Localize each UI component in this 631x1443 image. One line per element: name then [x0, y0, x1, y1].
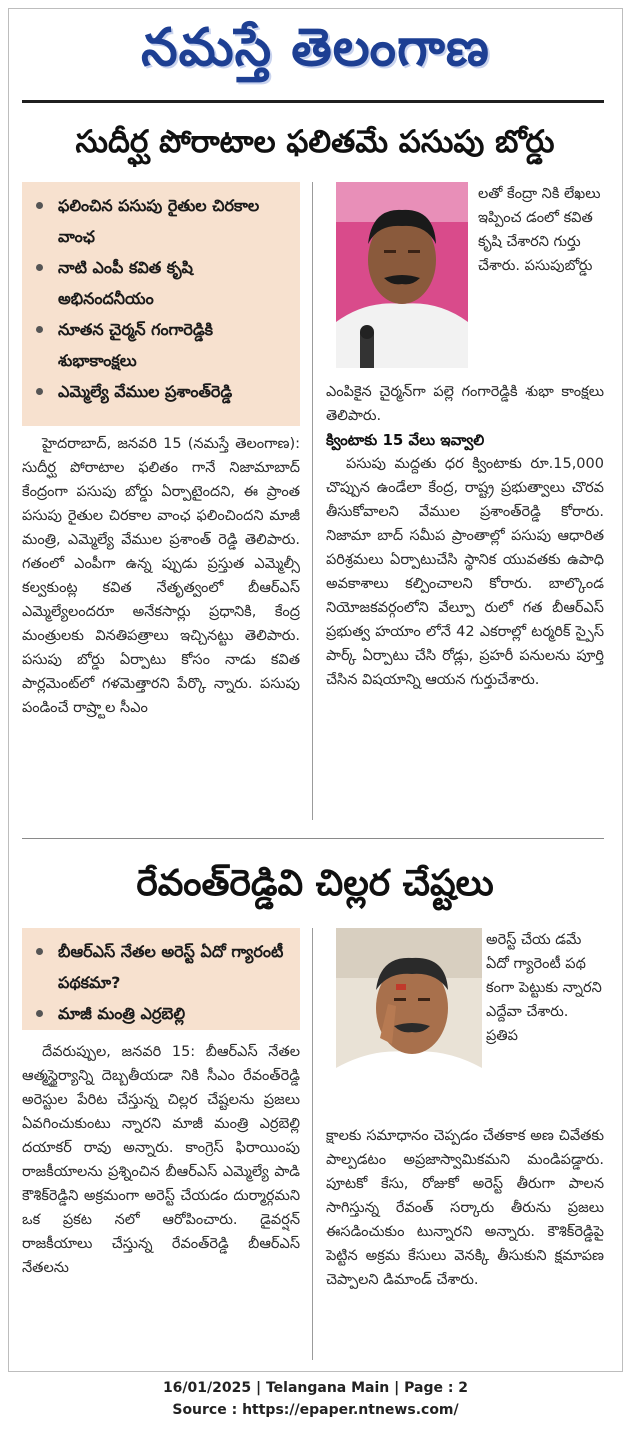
story2-highlight-item: బీఆర్ఎస్ నేతల అరెస్ట్ ఏదో గ్యారంటీ పథకమా? — [32, 936, 294, 998]
story2-left-text: దేవరుప్పుల, జనవరి 15: బీఆర్ఎస్ నేతల ఆత్మస్థైర్యాన్ని దెబ్బతీయడా నికి సీఎం రేవంత్‌రెడ్డి అరెస్టుల పేరిట చేస్తున్న చిల్లర చేష్టలను ప్రజలు ఏవగించుకుంటు న్నారని మాజీ మంత్రి ఎర్రబెల్లి దయాకర్ రావు అన్నారు. కాంగ్రెస్ ఫిరాయింపు రాజకీయాలను ప్రశ్నించిన బీఆర్ఎస్ ఎమ్మెల్యే పాడి కౌశిక్‌రెడ్డిని అక్రమంగా అరెస్ట్ చేయడం దుర్మార్గమని ఒక ప్రకట నలో ఆరోపించారు. డైవర్షన్ రాజకీయాలు చేస్తున్న రేవంత్‌రెడ్డి బీఆర్ఎస్ నేతలను — [22, 1044, 300, 1276]
story2-right-column — [326, 1124, 604, 1292]
story-separator — [22, 838, 604, 839]
story1-right-text: పసుపు మద్దతు ధర క్వింటాకు రూ.15,000 చొప్పున ఉండేలా కేంద్ర, రాష్ట్ర ప్రభుత్వాలు చొరవ తీసుకోవాలని వేముల ప్రశాంత్‌రెడ్డి కోరారు. నిజామా బాద్ సమీప ప్రాంతాల్లో పసుపు ఆధారిత పరిశ్రమలు ఏర్పాటుచేసి స్థానిక యువతకు ఉపాధి అవకాశాలు కల్పించాలని కోరారు. బాల్కొండ నియోజకవర్గంలోని వేల్పూ రులో గత బీఆర్ఎస్ ప్రభుత్వ హయాం లోనే 42 ఎకరాల్లో టర్మరిక్ స్పైస్ పార్క్ ఏర్పాటు చేసి రోడ్లు, ప్రహరీ పనులను పూర్తి చేసిన విషయాన్ని ఆయన గుర్తుచేశారు. — [326, 456, 604, 688]
story1-highlight-item: ఎమ్మెల్యే వేముల ప్రశాంత్‌రెడ్డి — [32, 376, 294, 407]
story2-right-text: క్షాలకు సమాధానం చెప్పడం చేతకాక అణ చివేతకు పాల్పడటం అప్రజాస్వామికమని మండిపడ్డారు. పూటకో కేసు, రోజుకో అరెస్ట్ తీరుగా పాలన సాగిస్తున్న రేవంత్ సర్కారు తీరును ప్రజలు ఈసడించుకుం టున్నారని అన్నారు. కౌశిక్‌రెడ్డిపై పెట్టిన అక్రమ కేసులు వెనక్కి తీసుకుని క్షమాపణ చెప్పాలని డిమాండ్ చేశారు. — [326, 1128, 604, 1288]
story1-headline: సుదీర్ఘ పోరాటాల ఫలితమే పసుపు బోర్డు — [75, 124, 555, 160]
footer-date-edition: 16/01/2025 | Telangana Main | Page : 2 — [162, 1380, 469, 1396]
masthead: నమస్తే తెలంగాణ — [141, 18, 490, 78]
story1-right-column — [326, 380, 604, 692]
story1-highlight-item: ఫలించిన పసుపు రైతుల చిరకాల వాంఛ — [32, 190, 294, 252]
story1-highlight-item: నాటి ఎంపీ కవిత కృషి అభినందనీయం — [32, 252, 294, 314]
story2-headline: రేవంత్‌రెడ్డివి చిల్లర చేష్టలు — [136, 863, 494, 904]
story1-left-column — [22, 432, 300, 720]
story1-right-top — [478, 182, 604, 278]
story2-left-column — [22, 1040, 300, 1280]
story2-highlight-item: మాజీ మంత్రి ఎర్రబెల్లి — [32, 998, 294, 1029]
story2-right-top-text: అరెస్ట్ చేయ డమే ఏదో గ్యారెంటీ పథ కంగా పెట్టుకు న్నారని ఎద్దేవా చేశారు. ప్రతిప — [486, 932, 602, 1044]
story1-subhead: క్వింటాకు 15 వేలు ఇవ్వాలి — [326, 431, 485, 449]
story2-photo — [336, 928, 482, 1112]
masthead-rule — [22, 100, 604, 103]
story1-left-text: హైదరాబాద్, జనవరి 15 (నమస్తే తెలంగాణ): సుదీర్ఘ పోరాటాల ఫలితం గానే నిజామాబాద్ కేంద్రంగా పసుపు బోర్డు ఏర్పాటైందని, ఈ ప్రాంత పసుపు రైతుల చిరకాల వాంఛ ఫలించిందని మాజీ మంత్రి, ఎమ్మెల్యే వేముల ప్రశాంత్ రెడ్డి తెలిపారు. గతంలో ఎంపీగా ఉన్న ప్పుడు ప్రస్తుత ఎమ్మెల్సీ కల్వకుంట్ల కవిత నేతృత్వంలో బీఆర్ఎస్ ఎమ్మెల్యేలందరూ అనేకసార్లు ప్రధానికి, కేంద్ర మంత్రులకు వినతిపత్రాలు ఇచ్చినట్టు తెలిపారు. పసుపు బోర్డు ఏర్పాటు కోసం నాడు కవిత పార్లమెంట్‌లో గళమెత్తారని పేర్కొ న్నారు. పసుపు పండించే రాష్ర్టాల సీఎం — [22, 436, 300, 716]
footer-source: Source : https://epaper.ntnews.com/ — [172, 1402, 459, 1418]
story2-right-top — [486, 928, 604, 1048]
story1-photo — [336, 182, 468, 368]
story2-column-divider — [312, 928, 313, 1360]
story2-highlight-box — [22, 928, 300, 1030]
story1-right-top-text: లతో కేంద్రా నికి లేఖలు ఇప్పించ డంలో కవిత కృషి చేశారని గుర్తు చేశారు. పసుపుబోర్డు — [478, 186, 601, 274]
story1-column-divider — [312, 182, 313, 820]
politician-portrait-image — [336, 182, 468, 368]
story1-highlight-box — [22, 182, 300, 426]
story1-highlight-item: నూతన చైర్మన్ గంగారెడ్డికి శుభాకాంక్షలు — [32, 314, 294, 376]
politician-portrait-image — [336, 928, 482, 1112]
story1-right-cont: ఎంపికైన చైర్మన్‌గా పల్లె గంగారెడ్డికి శుభా కాంక్షలు తెలిపారు. — [326, 384, 604, 424]
